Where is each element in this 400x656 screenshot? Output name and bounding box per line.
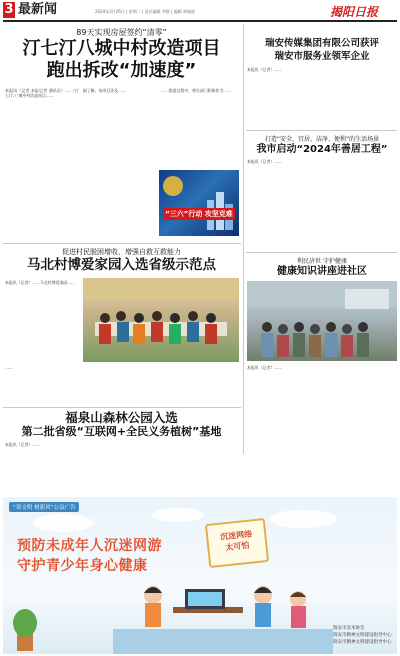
ad-illustration [113, 559, 333, 654]
article1-banner-image [159, 170, 239, 236]
article3-headline: 瑞安传媒集团有限公司获评 [264, 38, 379, 49]
lecture-photo-graphic [247, 281, 397, 361]
article6-headline: 福泉山森林公园入选 [65, 410, 178, 425]
ad-credit-3: 瑞安市精神文明建设指导中心 [333, 640, 392, 645]
ad-board-line2: 太可怕 [224, 540, 250, 553]
article2-body-col1: 本报讯（记者）……马北村博爱家园…… [5, 280, 76, 285]
article5-body: 本报讯（记者）…… [247, 365, 283, 370]
article6-body: 本报讯（记者）…… [5, 442, 41, 447]
banner-graphic [159, 170, 239, 236]
article2-photo [83, 278, 239, 362]
article1-body-col2: 据了解，该项目涉及…… [83, 88, 126, 93]
ad-slogan-1: 预防未成年人沉迷网游 [17, 538, 162, 554]
divider [3, 407, 241, 408]
article4-kicker: 打造“安全、宜居、洁净、便利”的生活场景 [264, 136, 380, 143]
article1-headline: 汀七汀八城中村改造项目 [22, 38, 221, 59]
article2-headline: 马北村博爱家园入选省级示范点 [27, 257, 216, 273]
article5-kicker: 利民济世 守护健康 [297, 258, 347, 265]
article3-body: 本报讯（记者）…… [247, 67, 283, 72]
article5-photo [247, 281, 397, 361]
dateline: 2024年3月26日 | 星期二 | 责任编辑 李群 | 编辑 林瑞丽 [95, 9, 196, 14]
divider [246, 252, 397, 253]
page-number-badge: 3 [4, 2, 14, 17]
article6-headline-2: 第二批省级“互联网+全民义务植树”基地 [21, 425, 222, 438]
article2-kicker: 促进村民脱困增收，增强自救互救能力 [62, 248, 181, 256]
ad-plant [5, 593, 45, 653]
ad-board-line1: 沉迷网络 [219, 529, 253, 542]
column-divider [243, 24, 244, 454]
section-title: 最新闻 [18, 2, 58, 17]
divider [3, 243, 241, 244]
article5-headline: 健康知识讲座进社区 [277, 266, 367, 277]
article4-body: 本报讯（记者）…… [247, 159, 283, 164]
divider [246, 130, 397, 131]
ad-credit-1: 瑞安市美术协会 [333, 626, 365, 631]
ad-credit-2: 瑞安市精神文明建设指导中心 [333, 633, 392, 638]
article2-body-col2: …… [5, 365, 13, 370]
public-service-ad [3, 497, 397, 654]
article1-body-col1: 本报讯（记者 本报记者 通讯员）……“汀七汀八”城中村改造项目…… [5, 88, 79, 99]
article4-headline: 我市启动“2024年善居工程” [256, 144, 388, 155]
ad-tag: “讲文明 树新风”公益广告 [9, 502, 79, 512]
masthead-logo: 揭阳日报 [330, 5, 379, 19]
group-photo-graphic [83, 278, 239, 362]
article1-body-col3: ……推进过程中，相关部门积极作为…… [161, 88, 232, 93]
article1-kicker: 89天实现房屋签约“清零” [76, 28, 167, 37]
article3-headline-2: 瑞安市服务业领军企业 [274, 51, 370, 62]
header-rule [3, 20, 397, 22]
banner-caption: “三六”行动 攻坚克难 [163, 208, 235, 220]
ad-slogan-2: 守护青少年身心健康 [17, 558, 148, 574]
article1-headline-2: 跑出拆改“加速度” [46, 60, 197, 81]
